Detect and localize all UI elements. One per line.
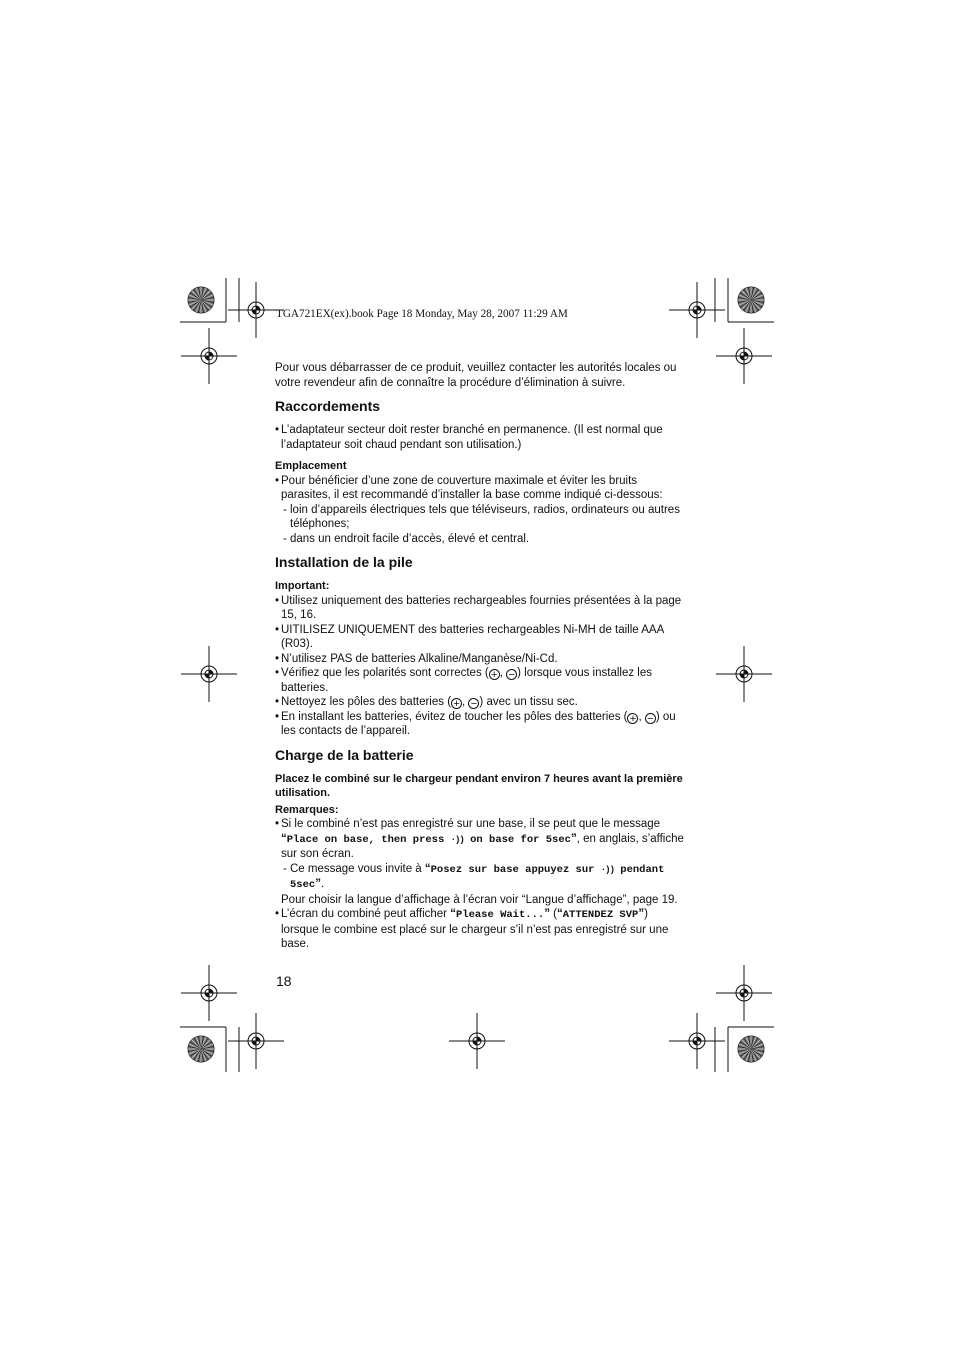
plus-polarity-icon: + [627, 713, 638, 724]
bullet-no-alkaline: • N’utilisez PAS de batteries Alkaline/Manganèse/Ni-Cd. [275, 652, 685, 667]
section-title-installation: Installation de la pile [275, 554, 413, 570]
bullet-rechargeable-only: • Utilisez uniquement des batteries rechargeables fournies présentées à la page 15, 16. [275, 594, 685, 623]
registration-target-mark [716, 646, 772, 702]
bullet-clean-terminals: • Nettoyez les pôles des batteries ( + , − ) avec un tissu sec. [275, 695, 685, 710]
page-number: 18 [276, 973, 292, 989]
dash-item-message-french: - Ce message vous invite à “Posez sur base appuyez sur ·)) pendant 5sec”. [275, 862, 685, 893]
registration-target-mark [181, 646, 237, 702]
registration-target-mark [669, 1013, 725, 1069]
subheading-important: Important: [275, 580, 330, 592]
section-title-raccordements: Raccordements [275, 398, 381, 414]
book-file-header: TGA721EX(ex).book Page 18 Monday, May 28, 2007 11:29 AM [276, 308, 568, 320]
registration-target-mark [716, 328, 772, 384]
color-registration-starburst [188, 1036, 214, 1062]
language-note: Pour choisir la langue d’affichage à l’écran voir “Langue d’affichage”, page 19. [281, 893, 678, 906]
page-content [275, 361, 685, 952]
bullet-coverage: • Pour bénéficier d’une zone de couverture maximale et éviter les bruits parasites, il est recommandé d’installer la base comme indiqué ci-dessous: [275, 474, 685, 503]
registration-target-mark [669, 282, 725, 338]
color-registration-starburst [738, 287, 764, 313]
registration-target-mark [716, 965, 772, 1021]
plus-polarity-icon: + [451, 698, 462, 709]
charge-lead-paragraph: Placez le combiné sur le chargeur pendant environ 7 heures avant la première utilisation. [275, 772, 683, 799]
bullet-not-registered: • Si le combiné n’est pas enregistré sur une base, il se peut que le message “Place on base, then press ·)) on base for 5sec”, en anglais, s’affiche sur son écran. [275, 817, 685, 862]
section-title-charge: Charge de la batterie [275, 746, 414, 763]
bullet-polarity: • Vérifiez que les polarités sont correctes ( + , − ) lorsque vous installez les batteries. [275, 666, 685, 695]
registration-target-mark [228, 1013, 284, 1069]
lcd-message-french: Posez sur base appuyez sur ·)) pendant 5sec [290, 863, 665, 891]
bullet-nimh-aaa: • UITILISEZ UNIQUEMENT des batteries rechargeables Ni-MH de taille AAA (R03). [275, 623, 685, 652]
subheading-remarques: Remarques: [275, 803, 339, 816]
intro-paragraph: Pour vous débarrasser de ce produit, veuillez contacter les autorités locales ou votre revendeur afin de connaître la procédure d’élimination à suivre. [275, 362, 677, 389]
bullet-adapter: • L’adaptateur secteur doit rester branché en permanence. (Il est normal que l’adaptateur soit chaud pendant son utilisation.) [275, 423, 685, 452]
dash-item-location: - dans un endroit facile d’accès, élevé et central. [275, 532, 685, 547]
bullet-avoid-touching: • En installant les batteries, évitez de toucher les pôles des batteries ( + , − ) ou les contacts de l’appareil. [275, 710, 685, 739]
dash-item-appliances: - loin d’appareils électriques tels que téléviseurs, radios, ordinateurs ou autres téléphones; [275, 503, 685, 532]
registration-target-mark [181, 965, 237, 1021]
lcd-message-please-wait: Please Wait... [455, 909, 545, 921]
color-registration-starburst [188, 287, 214, 313]
registration-target-mark [181, 328, 237, 384]
lcd-message-attendez: ATTENDEZ SVP [562, 909, 639, 921]
locator-key-icon: ·)) [600, 864, 614, 875]
minus-polarity-icon: − [506, 669, 517, 680]
subheading-emplacement: Emplacement [275, 460, 347, 472]
bullet-please-wait: • L’écran du combiné peut afficher “Please Wait...” (“ATTENDEZ SVP”) lorsque le combine est placé sur le chargeur s’il n’est pas enregistré sur une base. [275, 907, 685, 952]
plus-polarity-icon: + [489, 669, 500, 680]
lcd-message-english: Place on base, then press ·)) on base for 5sec [286, 833, 571, 846]
minus-polarity-icon: − [645, 713, 656, 724]
registration-target-mark [449, 1013, 505, 1069]
minus-polarity-icon: − [468, 698, 479, 709]
locator-key-icon: ·)) [450, 834, 464, 845]
color-registration-starburst [738, 1036, 764, 1062]
